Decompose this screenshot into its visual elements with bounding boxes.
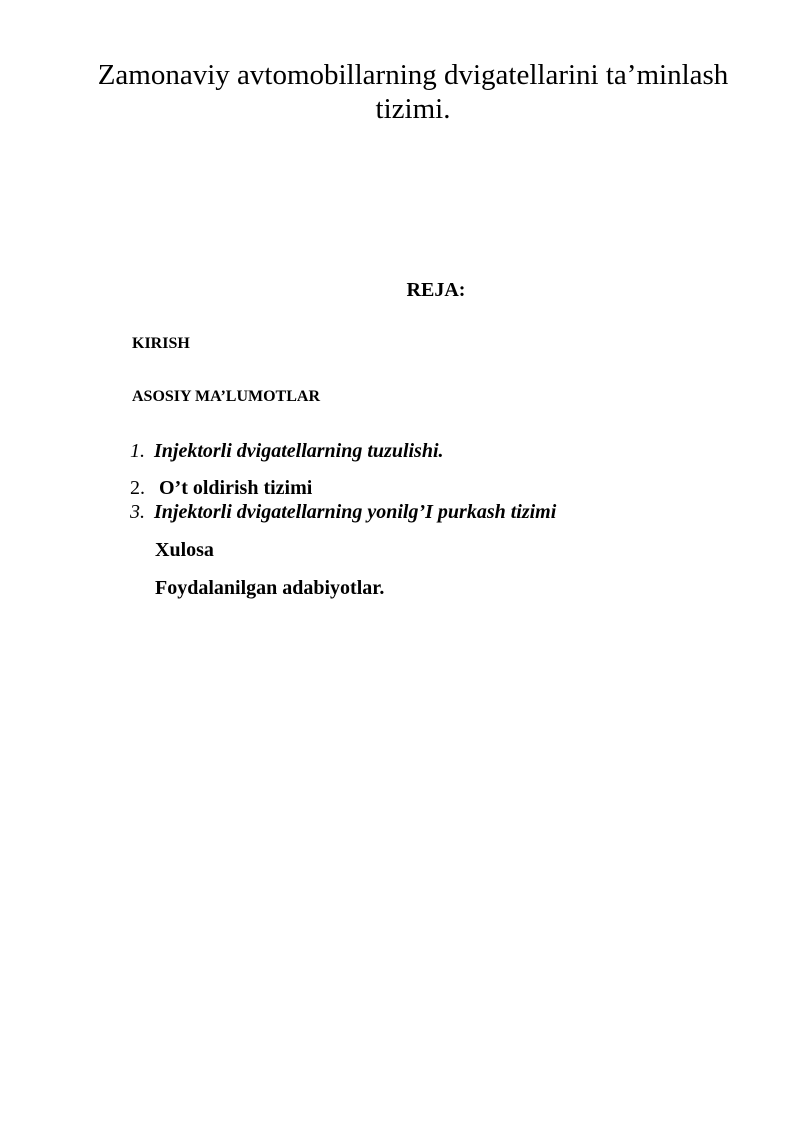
plan-item-number: 2.: [130, 477, 145, 499]
section-introduction: KIRISH: [132, 335, 190, 352]
plan-item-2: [130, 476, 312, 500]
plan-item-text: Injektorli dvigatellarning yonilg’I purkash tizimi: [154, 501, 557, 523]
plan-item-number: 1.: [130, 440, 145, 462]
document-title: Zamonaviy avtomobillarning dvigatellarini ta’minlash tizimi.: [97, 59, 729, 125]
plan-item-text: O’t oldirish tizimi: [154, 477, 313, 499]
plan-item-1: [130, 439, 444, 463]
conclusion-item: Xulosa: [155, 539, 214, 561]
plan-item-number: 3.: [130, 501, 145, 523]
references-item: Foydalanilgan adabiyotlar.: [155, 577, 385, 599]
plan-heading: REJA:: [406, 279, 466, 301]
plan-item-3: [130, 500, 556, 524]
plan-item-text: Injektorli dvigatellarning tuzulishi.: [154, 440, 444, 462]
section-main-information: ASOSIY MA’LUMOTLAR: [132, 388, 321, 405]
